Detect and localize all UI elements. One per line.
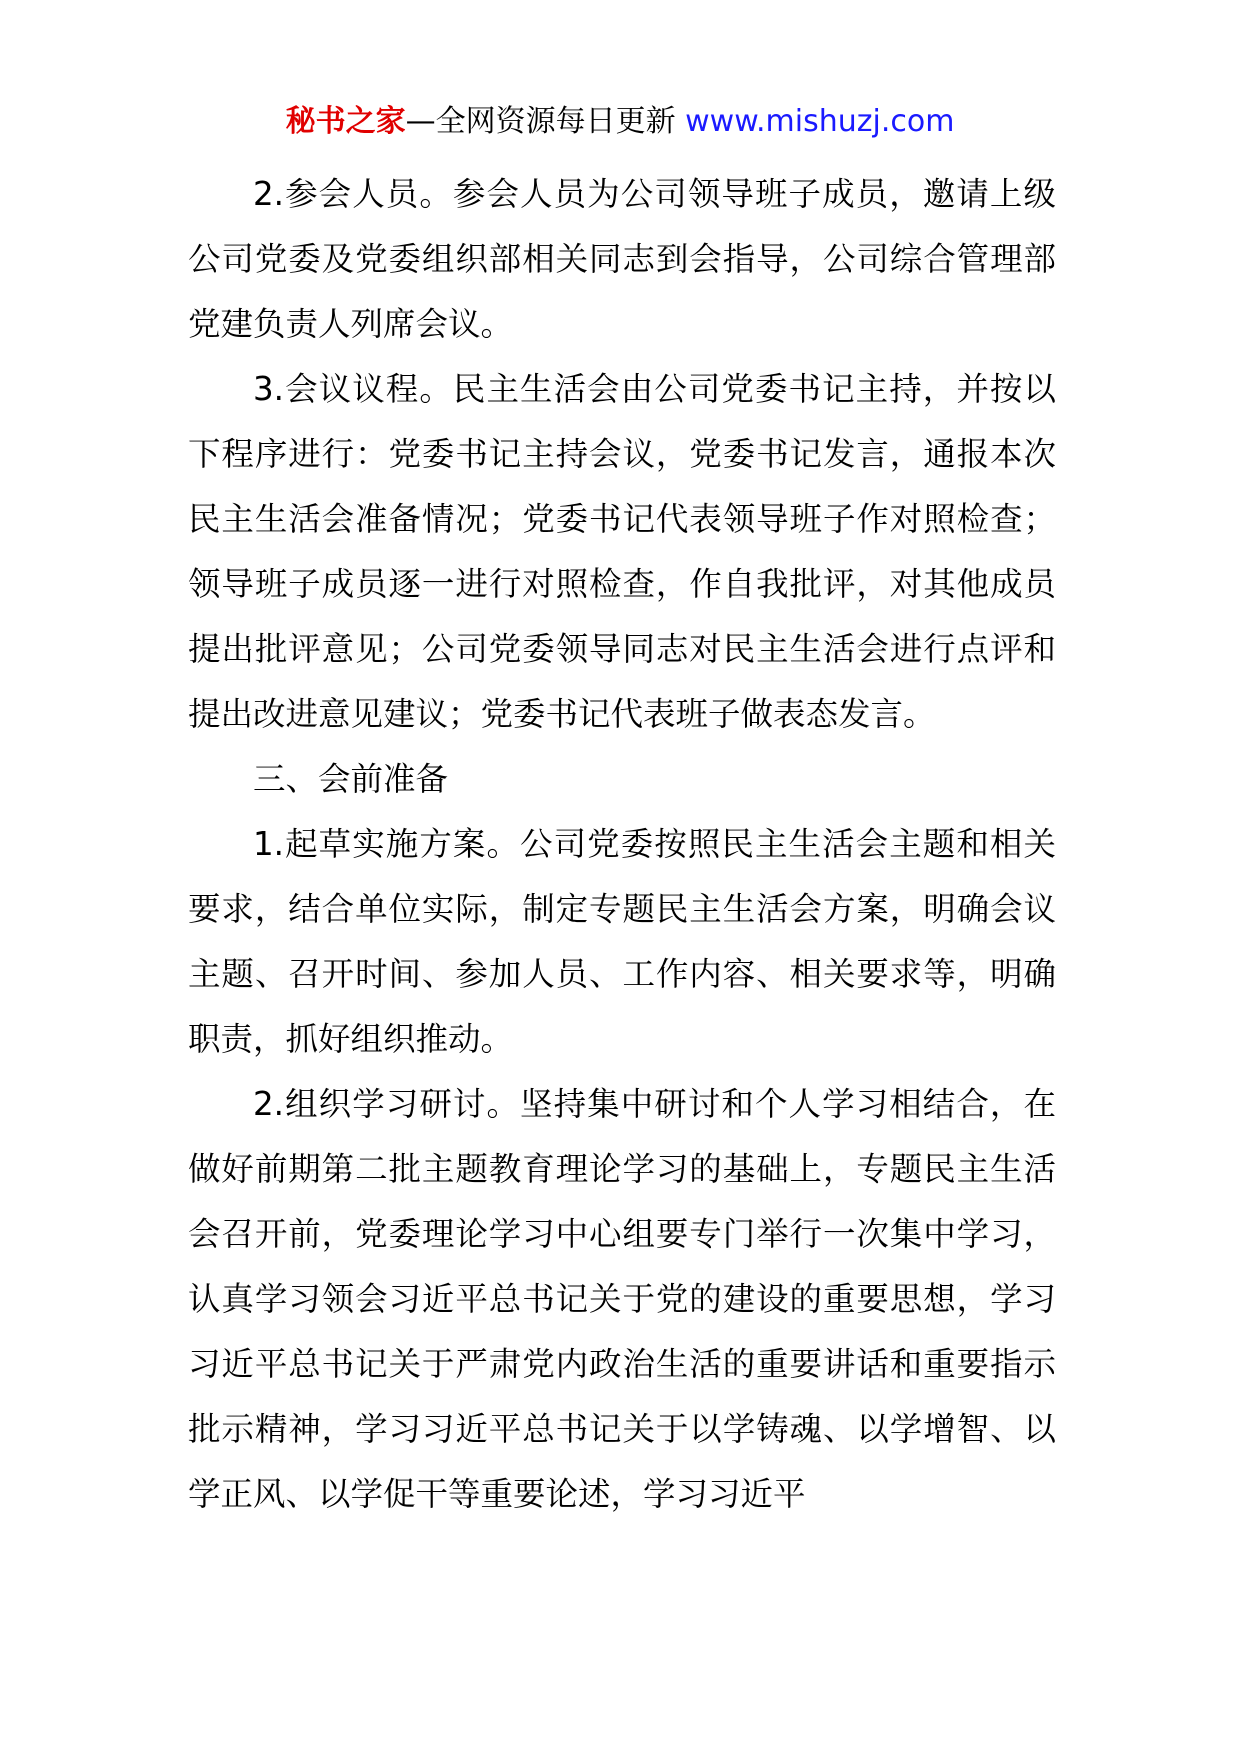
paragraph-study: 2.组织学习研讨。坚持集中研讨和个人学习相结合，在做好前期第二批主题教育理论学习的基础上，专题民主生活会召开前，党委理论学习中心组要专门举行一次集中学习，认真学习领会习近平总书记关于党的建设的重要思想，学习习近平总书记关于严肃党内政治生活的重要讲话和重要指示批示精神，学习习近平总书记关于以学铸魂、以学增智、以学正风、以学促干等重要论述，学习习近平 (188, 1085, 1056, 1513)
paragraph-agenda: 3.会议议程。民主生活会由公司党委书记主持，并按以下程序进行：党委书记主持会议，党委书记发言，通报本次民主生活会准备情况；党委书记代表领导班子作对照检查；领导班子成员逐一进行对照检查，作自我批评，对其他成员提出批评意见；公司党委领导同志对民主生活会进行点评和提出改进意见建议；党委书记代表班子做表态发言。 (188, 370, 1056, 733)
section-heading-preparation: 三、会前准备 (253, 760, 449, 798)
header-slogan: —全网资源每日更新 (405, 104, 676, 139)
header-brand: 秘书之家 (285, 104, 406, 139)
document-body (188, 162, 1056, 1527)
paragraph-draft-plan: 1.起草实施方案。公司党委按照民主生活会主题和相关要求，结合单位实际，制定专题民主生活会方案，明确会议主题、召开时间、参加人员、工作内容、相关要求等，明确职责，抓好组织推动。 (188, 825, 1056, 1058)
page-header (0, 102, 1240, 142)
paragraph-attendees: 2.参会人员。参会人员为公司领导班子成员，邀请上级公司党委及党委组织部相关同志到会指导，公司综合管理部党建负责人列席会议。 (188, 175, 1056, 343)
header-url-link[interactable]: www.mishuzj.com (685, 104, 955, 139)
